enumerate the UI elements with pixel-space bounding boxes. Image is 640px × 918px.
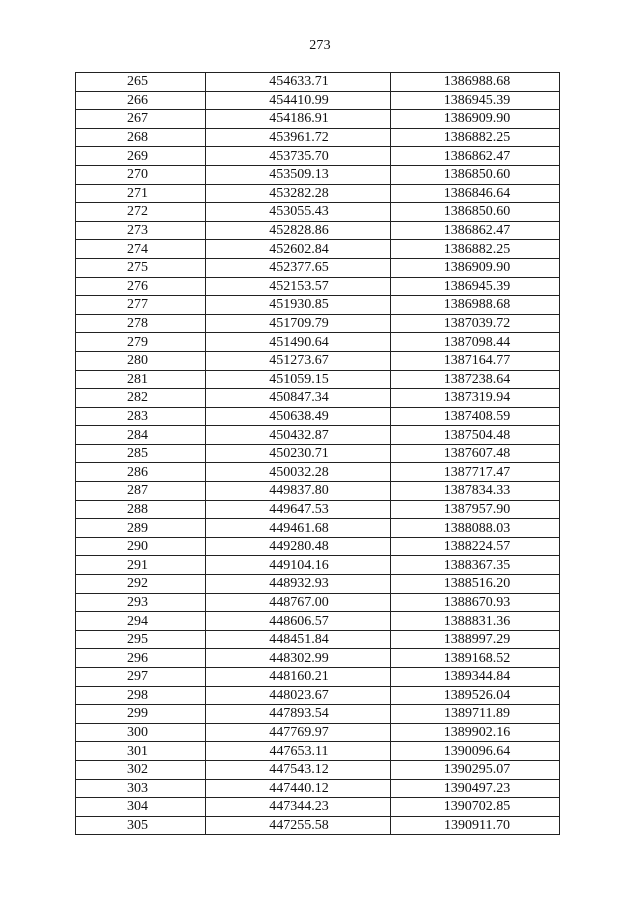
table-row <box>76 575 560 594</box>
x-coordinate-cell: 451059.15 <box>206 370 391 389</box>
point-number-cell: 286 <box>76 463 206 482</box>
y-coordinate-cell: 1386862.47 <box>391 147 560 166</box>
y-coordinate-cell: 1386846.64 <box>391 184 560 203</box>
table-row <box>76 444 560 463</box>
y-coordinate-cell: 1390497.23 <box>391 779 560 798</box>
table-row <box>76 73 560 92</box>
point-number-cell: 299 <box>76 705 206 724</box>
point-number-cell: 300 <box>76 723 206 742</box>
table-row <box>76 612 560 631</box>
point-number-cell: 281 <box>76 370 206 389</box>
point-number-cell: 303 <box>76 779 206 798</box>
point-number-cell: 278 <box>76 314 206 333</box>
point-number-cell: 270 <box>76 165 206 184</box>
point-number-cell: 294 <box>76 612 206 631</box>
x-coordinate-cell: 447543.12 <box>206 760 391 779</box>
x-coordinate-cell: 447255.58 <box>206 816 391 835</box>
y-coordinate-cell: 1388088.03 <box>391 519 560 538</box>
x-coordinate-cell: 447769.97 <box>206 723 391 742</box>
x-coordinate-cell: 451273.67 <box>206 351 391 370</box>
y-coordinate-cell: 1386862.47 <box>391 221 560 240</box>
x-coordinate-cell: 452377.65 <box>206 258 391 277</box>
point-number-cell: 274 <box>76 240 206 259</box>
y-coordinate-cell: 1386945.39 <box>391 91 560 110</box>
x-coordinate-cell: 447653.11 <box>206 742 391 761</box>
y-coordinate-cell: 1386909.90 <box>391 258 560 277</box>
table-row <box>76 314 560 333</box>
table-row <box>76 500 560 519</box>
y-coordinate-cell: 1388516.20 <box>391 575 560 594</box>
x-coordinate-cell: 447440.12 <box>206 779 391 798</box>
x-coordinate-cell: 450847.34 <box>206 389 391 408</box>
x-coordinate-cell: 451930.85 <box>206 296 391 315</box>
x-coordinate-cell: 453735.70 <box>206 147 391 166</box>
x-coordinate-cell: 454410.99 <box>206 91 391 110</box>
y-coordinate-cell: 1390911.70 <box>391 816 560 835</box>
y-coordinate-cell: 1386945.39 <box>391 277 560 296</box>
point-number-cell: 267 <box>76 110 206 129</box>
x-coordinate-cell: 450032.28 <box>206 463 391 482</box>
y-coordinate-cell: 1386909.90 <box>391 110 560 129</box>
table-row <box>76 593 560 612</box>
y-coordinate-cell: 1387957.90 <box>391 500 560 519</box>
x-coordinate-cell: 452153.57 <box>206 277 391 296</box>
y-coordinate-cell: 1389168.52 <box>391 649 560 668</box>
y-coordinate-cell: 1386882.25 <box>391 240 560 259</box>
coordinate-table-container <box>75 72 559 835</box>
y-coordinate-cell: 1387504.48 <box>391 426 560 445</box>
y-coordinate-cell: 1388831.36 <box>391 612 560 631</box>
x-coordinate-cell: 453055.43 <box>206 203 391 222</box>
table-row <box>76 630 560 649</box>
y-coordinate-cell: 1387607.48 <box>391 444 560 463</box>
y-coordinate-cell: 1388670.93 <box>391 593 560 612</box>
x-coordinate-cell: 450230.71 <box>206 444 391 463</box>
table-row <box>76 333 560 352</box>
x-coordinate-cell: 448767.00 <box>206 593 391 612</box>
table-row <box>76 519 560 538</box>
y-coordinate-cell: 1387717.47 <box>391 463 560 482</box>
x-coordinate-cell: 447893.54 <box>206 705 391 724</box>
point-number-cell: 297 <box>76 668 206 687</box>
point-number-cell: 265 <box>76 73 206 92</box>
table-row <box>76 370 560 389</box>
table-row <box>76 482 560 501</box>
table-row <box>76 537 560 556</box>
point-number-cell: 273 <box>76 221 206 240</box>
x-coordinate-cell: 447344.23 <box>206 798 391 817</box>
table-row <box>76 91 560 110</box>
x-coordinate-cell: 448160.21 <box>206 668 391 687</box>
table-row <box>76 221 560 240</box>
y-coordinate-cell: 1387408.59 <box>391 407 560 426</box>
point-number-cell: 266 <box>76 91 206 110</box>
table-row <box>76 407 560 426</box>
x-coordinate-cell: 454633.71 <box>206 73 391 92</box>
point-number-cell: 282 <box>76 389 206 408</box>
x-coordinate-cell: 448932.93 <box>206 575 391 594</box>
point-number-cell: 289 <box>76 519 206 538</box>
y-coordinate-cell: 1388997.29 <box>391 630 560 649</box>
table-row <box>76 165 560 184</box>
point-number-cell: 291 <box>76 556 206 575</box>
table-row <box>76 649 560 668</box>
x-coordinate-cell: 449461.68 <box>206 519 391 538</box>
table-row <box>76 668 560 687</box>
y-coordinate-cell: 1390702.85 <box>391 798 560 817</box>
x-coordinate-cell: 454186.91 <box>206 110 391 129</box>
y-coordinate-cell: 1389344.84 <box>391 668 560 687</box>
point-number-cell: 272 <box>76 203 206 222</box>
y-coordinate-cell: 1386850.60 <box>391 165 560 184</box>
x-coordinate-cell: 453282.28 <box>206 184 391 203</box>
point-number-cell: 296 <box>76 649 206 668</box>
table-row <box>76 110 560 129</box>
point-number-cell: 277 <box>76 296 206 315</box>
x-coordinate-cell: 448451.84 <box>206 630 391 649</box>
x-coordinate-cell: 450432.87 <box>206 426 391 445</box>
x-coordinate-cell: 451490.64 <box>206 333 391 352</box>
point-number-cell: 283 <box>76 407 206 426</box>
point-number-cell: 295 <box>76 630 206 649</box>
y-coordinate-cell: 1387164.77 <box>391 351 560 370</box>
point-number-cell: 292 <box>76 575 206 594</box>
table-row <box>76 760 560 779</box>
x-coordinate-cell: 449837.80 <box>206 482 391 501</box>
table-row <box>76 147 560 166</box>
y-coordinate-cell: 1387834.33 <box>391 482 560 501</box>
point-number-cell: 302 <box>76 760 206 779</box>
point-number-cell: 290 <box>76 537 206 556</box>
x-coordinate-cell: 450638.49 <box>206 407 391 426</box>
table-row <box>76 277 560 296</box>
table-row <box>76 779 560 798</box>
y-coordinate-cell: 1386988.68 <box>391 296 560 315</box>
coordinate-table-body <box>76 73 560 835</box>
table-row <box>76 723 560 742</box>
point-number-cell: 285 <box>76 444 206 463</box>
y-coordinate-cell: 1389902.16 <box>391 723 560 742</box>
table-row <box>76 184 560 203</box>
y-coordinate-cell: 1389526.04 <box>391 686 560 705</box>
y-coordinate-cell: 1387319.94 <box>391 389 560 408</box>
point-number-cell: 284 <box>76 426 206 445</box>
y-coordinate-cell: 1388224.57 <box>391 537 560 556</box>
table-row <box>76 426 560 445</box>
table-row <box>76 798 560 817</box>
point-number-cell: 275 <box>76 258 206 277</box>
y-coordinate-cell: 1389711.89 <box>391 705 560 724</box>
table-row <box>76 556 560 575</box>
x-coordinate-cell: 448606.57 <box>206 612 391 631</box>
table-row <box>76 463 560 482</box>
table-row <box>76 686 560 705</box>
table-row <box>76 203 560 222</box>
point-number-cell: 305 <box>76 816 206 835</box>
point-number-cell: 293 <box>76 593 206 612</box>
y-coordinate-cell: 1386882.25 <box>391 128 560 147</box>
table-row <box>76 389 560 408</box>
x-coordinate-cell: 448302.99 <box>206 649 391 668</box>
y-coordinate-cell: 1390096.64 <box>391 742 560 761</box>
point-number-cell: 279 <box>76 333 206 352</box>
point-number-cell: 280 <box>76 351 206 370</box>
y-coordinate-cell: 1390295.07 <box>391 760 560 779</box>
point-number-cell: 268 <box>76 128 206 147</box>
point-number-cell: 276 <box>76 277 206 296</box>
coordinate-table <box>75 72 560 835</box>
table-row <box>76 351 560 370</box>
y-coordinate-cell: 1386850.60 <box>391 203 560 222</box>
table-row <box>76 240 560 259</box>
y-coordinate-cell: 1386988.68 <box>391 73 560 92</box>
point-number-cell: 304 <box>76 798 206 817</box>
x-coordinate-cell: 453509.13 <box>206 165 391 184</box>
page-number: 273 <box>309 38 331 53</box>
point-number-cell: 298 <box>76 686 206 705</box>
table-row <box>76 128 560 147</box>
y-coordinate-cell: 1387039.72 <box>391 314 560 333</box>
point-number-cell: 269 <box>76 147 206 166</box>
y-coordinate-cell: 1387098.44 <box>391 333 560 352</box>
x-coordinate-cell: 449104.16 <box>206 556 391 575</box>
table-row <box>76 296 560 315</box>
table-row <box>76 705 560 724</box>
table-row <box>76 258 560 277</box>
x-coordinate-cell: 451709.79 <box>206 314 391 333</box>
table-row <box>76 742 560 761</box>
x-coordinate-cell: 452602.84 <box>206 240 391 259</box>
point-number-cell: 301 <box>76 742 206 761</box>
x-coordinate-cell: 453961.72 <box>206 128 391 147</box>
x-coordinate-cell: 452828.86 <box>206 221 391 240</box>
x-coordinate-cell: 448023.67 <box>206 686 391 705</box>
x-coordinate-cell: 449280.48 <box>206 537 391 556</box>
point-number-cell: 288 <box>76 500 206 519</box>
table-row <box>76 816 560 835</box>
point-number-cell: 287 <box>76 482 206 501</box>
y-coordinate-cell: 1388367.35 <box>391 556 560 575</box>
point-number-cell: 271 <box>76 184 206 203</box>
x-coordinate-cell: 449647.53 <box>206 500 391 519</box>
y-coordinate-cell: 1387238.64 <box>391 370 560 389</box>
